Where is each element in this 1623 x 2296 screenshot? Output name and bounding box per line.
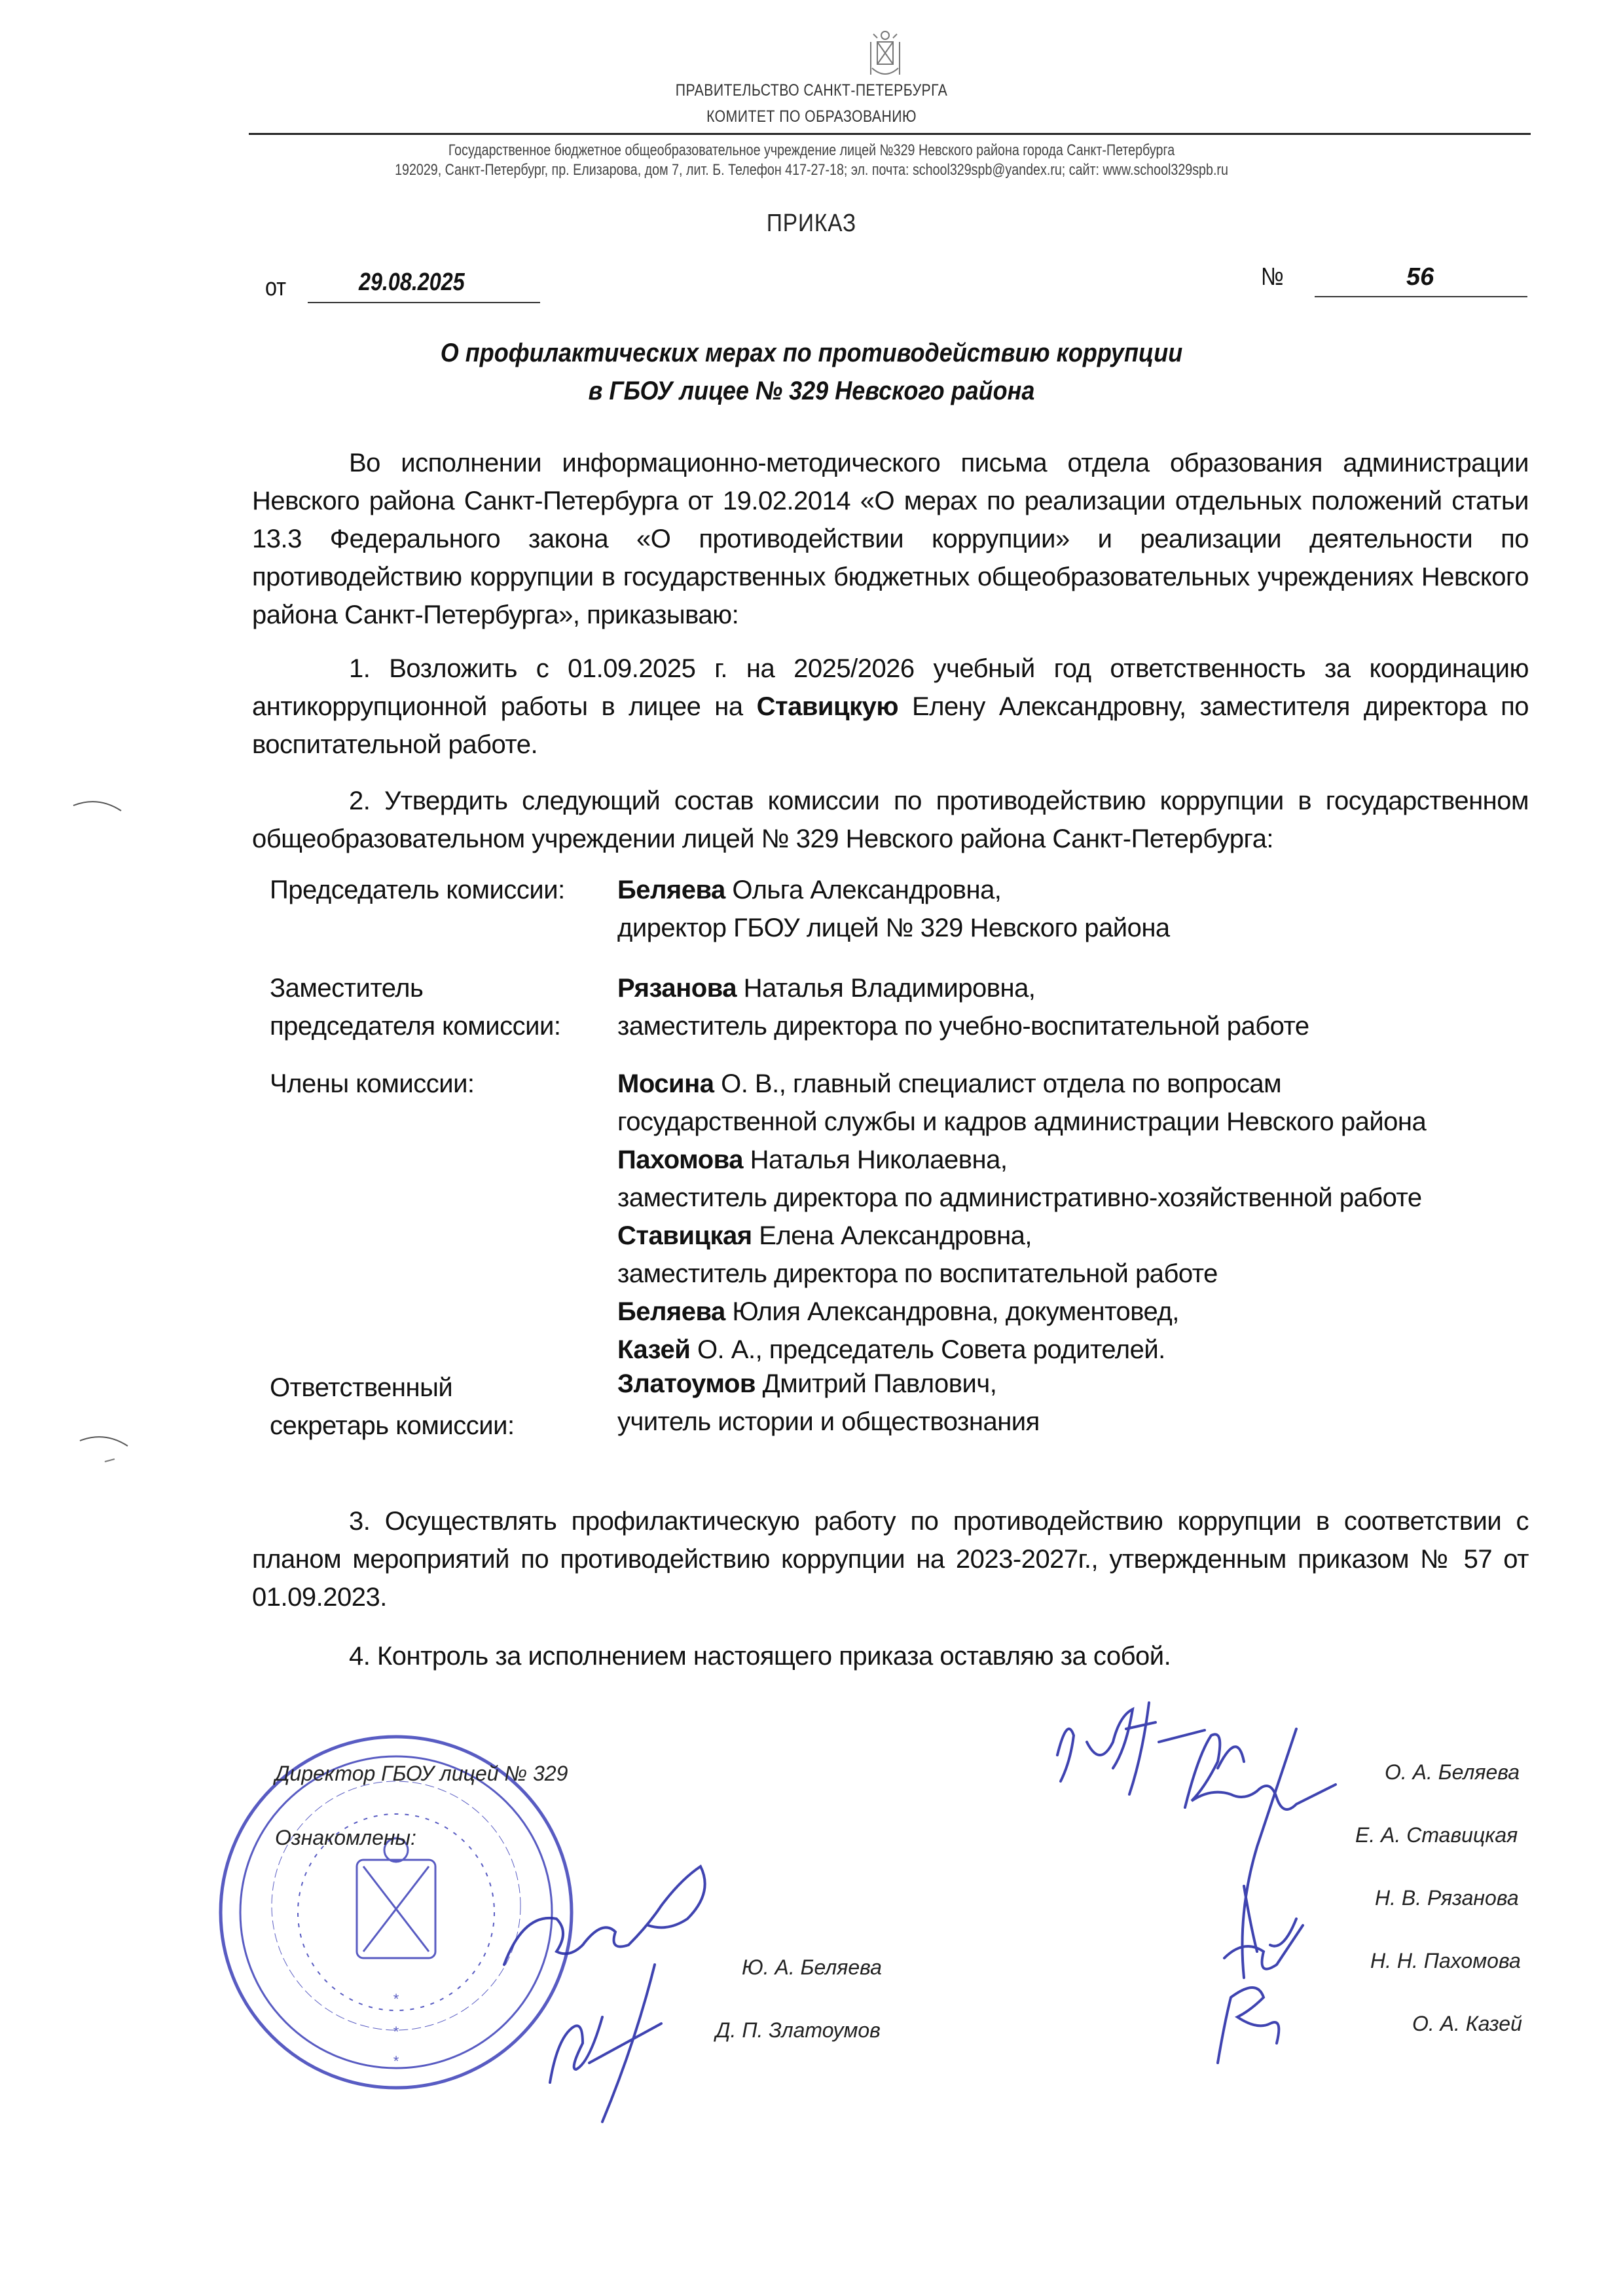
scan-mark-icon bbox=[79, 1428, 131, 1467]
secretary-entry: Златоумов Дмитрий Павлович, учитель истории и обществознания bbox=[617, 1369, 1040, 1436]
item-2-paragraph: 2. Утвердить следующий состав комиссии по противодействию коррупции в государственном общеобразовательном учреждении лицей № 329 Невского района Санкт-Петербурга: bbox=[252, 787, 1529, 853]
signatory-name: Н. Н. Пахомова bbox=[1370, 1949, 1521, 1972]
subject-line-2: в ГБОУ лицее № 329 Невского района bbox=[588, 377, 1035, 405]
member-entry: Пахомова Наталья Николаевна, bbox=[617, 1145, 1008, 1174]
item-1-paragraph: 1. Возложить с 01.09.2025 г. на 2025/2026 учебный год ответственность за координацию антикоррупционной работы в лицее на Ставицкую Елену Александровну, заместителя директора по воспитательной работе. bbox=[252, 654, 1529, 759]
secretary-label: Ответственный секретарь комиссии: bbox=[270, 1373, 515, 1440]
government-name: ПРАВИТЕЛЬСТВО САНКТ-ПЕТЕРБУРГА bbox=[675, 81, 948, 100]
subject-line-1: О профилактических мерах по противодействию коррупции bbox=[440, 339, 1183, 367]
order-date: 29.08.2025 bbox=[359, 268, 465, 296]
header-divider bbox=[249, 133, 1531, 135]
number-underline bbox=[1315, 296, 1527, 297]
number-label: № bbox=[1261, 263, 1284, 291]
member-entry: Казей О. А., председатель Совета родителей. bbox=[617, 1335, 1165, 1364]
svg-text:*: * bbox=[393, 1991, 399, 2007]
deputy-entry: Рязанова Наталья Владимировна, заместитель директора по учебно-воспитательной работе bbox=[617, 974, 1309, 1041]
members-list: Мосина О. В., главный специалист отдела по вопросам государственной службы и кадров администрации Невского района Пахомова Наталья Николаевна, заместитель директора по административно-хозяйственной работе Ставицкая Елена Александровна, заместитель директора по воспитательной работе Беляева Юлия Александровна, документовед, Казей О. А., председатель Совета родителей. bbox=[617, 1065, 1426, 1369]
member-entry: Ставицкая Елена Александровна, bbox=[617, 1221, 1032, 1250]
organization-name: Государственное бюджетное общеобразовательное учреждение лицей №329 Невского района города Санкт-Петербурга bbox=[448, 141, 1175, 159]
signatory-name: О. А. Беляева bbox=[1385, 1760, 1520, 1784]
members-label: Члены комиссии: bbox=[270, 1069, 475, 1098]
signatory-name: Е. А. Ставицкая bbox=[1355, 1823, 1518, 1847]
svg-text:*: * bbox=[393, 2024, 399, 2040]
signatory-name: Н. В. Рязанова bbox=[1375, 1886, 1519, 1910]
scan-mark-icon bbox=[72, 792, 124, 819]
signature-kazei-icon bbox=[1218, 1988, 1279, 2063]
signatory-name: О. А. Казей bbox=[1412, 2012, 1522, 2035]
responsible-person-surname: Ставицкую bbox=[756, 692, 899, 721]
date-label: от bbox=[265, 274, 287, 301]
chair-entry: Беляева Ольга Александровна, директор ГБОУ лицей № 329 Невского района bbox=[617, 876, 1170, 942]
director-label: Директор ГБОУ лицей № 329 bbox=[275, 1762, 568, 1785]
committee-name: КОМИТЕТ ПО ОБРАЗОВАНИЮ bbox=[706, 107, 917, 126]
date-underline bbox=[308, 302, 540, 303]
signature-director-icon bbox=[1057, 1703, 1205, 1794]
signature-stavitskaya-icon bbox=[1185, 1734, 1336, 1809]
preamble-paragraph: Во исполнении информационно-методического письма отдела образования администрации Невского района Санкт-Петербурга от 19.02.2014 «О мерах по реализации отдельных положений статьи 13.3 Федерального закона «О противодействии коррупции» и реализации деятельности по противодействию коррупции в государственных бюджетных общеобразовательных учреждениях Невского района Санкт-Петербурга», приказываю: bbox=[252, 449, 1529, 629]
signature-ryazanova-icon bbox=[1243, 1729, 1297, 1978]
order-number: 56 bbox=[1406, 263, 1434, 291]
member-entry: Беляева Юлия Александровна, документовед, bbox=[617, 1297, 1179, 1326]
member-entry: Мосина О. В., главный специалист отдела по вопросам bbox=[617, 1069, 1282, 1098]
order-subject bbox=[81, 334, 1542, 410]
acquainted-label: Ознакомлены: bbox=[275, 1826, 416, 1849]
signatory-name: Ю. А. Беляева bbox=[742, 1955, 882, 1979]
chair-label: Председатель комиссии: bbox=[270, 876, 565, 904]
item-3-paragraph: 3. Осуществлять профилактическую работу по противодействию коррупции в соответствии с планом мероприятий по противодействию коррупции на 2023-2027г., утвержденным приказом № 57 от 01.09.2023. bbox=[252, 1507, 1529, 1612]
svg-text:*: * bbox=[393, 2053, 399, 2069]
document-title: ПРИКАЗ bbox=[766, 210, 857, 237]
item-4-paragraph: 4. Контроль за исполнением настоящего приказа оставляю за собой. bbox=[349, 1642, 1171, 1671]
deputy-label: Заместитель председателя комиссии: bbox=[270, 974, 561, 1041]
signature-pakhomova-icon bbox=[1224, 1919, 1303, 1969]
coat-of-arms-icon bbox=[866, 29, 905, 85]
organization-address: 192029, Санкт-Петербург, пр. Елизарова, дом 7, лит. Б. Телефон 417-27-18; эл. почта: school329spb@yandex.ru; сайт: www.school329spb.ru bbox=[395, 161, 1228, 179]
signatory-name: Д. П. Златоумов bbox=[716, 2018, 881, 2042]
